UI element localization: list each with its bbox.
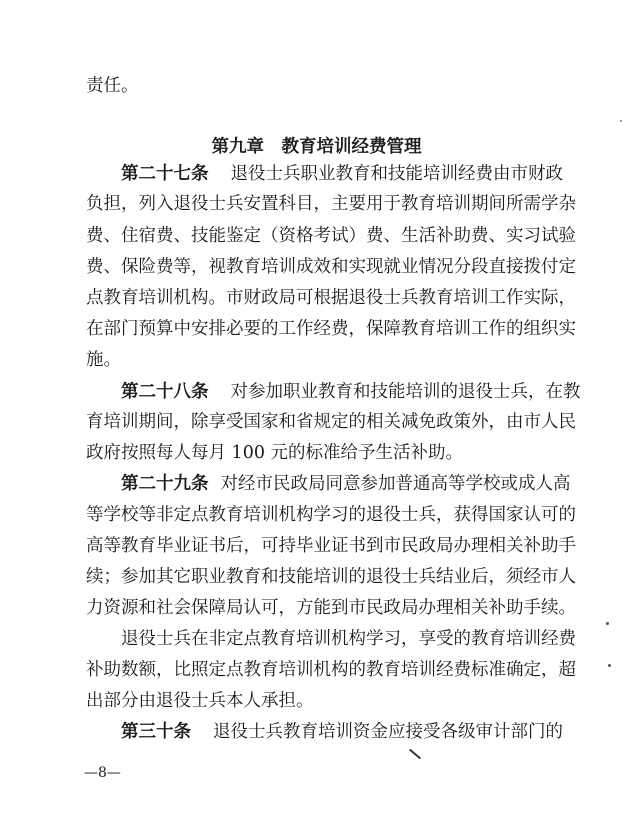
article-28-label: 第二十八条 bbox=[121, 382, 209, 402]
scan-dot bbox=[608, 664, 611, 667]
article-28-line-3: 政府按照每人每月 100 元的标准给予生活补助。 bbox=[86, 443, 464, 463]
scan-dot bbox=[620, 120, 622, 122]
article-27-line-1 bbox=[121, 163, 563, 185]
article-29-label: 第二十九条 bbox=[121, 474, 209, 494]
paragraph-line-2: 补助数额，比照定点教育培训机构的教育培训经费标准确定，超 bbox=[86, 660, 576, 680]
article-29-line-5: 力资源和社会保障局认可，方能到市民政局办理相关补助手续。 bbox=[86, 598, 576, 618]
article-29-line-1 bbox=[121, 473, 571, 495]
article-30-line-1 bbox=[121, 721, 563, 743]
continuation-text: 责任。 bbox=[86, 76, 139, 96]
article-30-label: 第三十条 bbox=[121, 722, 191, 742]
page-number: —8— bbox=[84, 765, 121, 781]
article-27-line-2: 负担，列入退役士兵安置科目，主要用于教育培训期间所需学杂 bbox=[86, 194, 576, 214]
article-27-line-4: 费、保险费等，视教育培训成效和实现就业情况分段直接拨付定 bbox=[86, 257, 576, 277]
article-29-line-4: 续；参加其它职业教育和技能培训的退役士兵结业后，须经市人 bbox=[86, 567, 576, 587]
article-27-line-7: 施。 bbox=[86, 350, 121, 370]
article-29-line-3: 高等教育毕业证书后，可持毕业证书到市民政局办理相关补助手 bbox=[86, 536, 576, 556]
paragraph-line-1: 退役士兵在非定点教育培训机构学习，享受的教育培训经费 bbox=[121, 629, 576, 649]
scan-mark bbox=[409, 749, 421, 760]
article-27-line-3: 费、住宿费、技能鉴定（资格考试）费、生活补助费、实习试验 bbox=[86, 226, 576, 246]
article-28-text-1: 对参加职业教育和技能培训的退役士兵，在教 bbox=[230, 382, 581, 402]
scan-dot bbox=[606, 622, 609, 625]
article-27-line-5: 点教育培训机构。市财政局可根据退役士兵教育培训工作实际， bbox=[86, 288, 576, 308]
article-29-line-2: 等学校等非定点教育培训机构学习的退役士兵，获得国家认可的 bbox=[86, 505, 576, 525]
article-29-text-1: 对经市民政局同意参加普通高等学校或成人高 bbox=[220, 474, 571, 494]
article-27-line-6: 在部门预算中安排必要的工作经费，保障教育培训工作的组织实 bbox=[86, 319, 576, 339]
article-30-text-1: 退役士兵教育培训资金应接受各级审计部门的 bbox=[213, 722, 563, 742]
chapter-title: 第九章 教育培训经费管理 bbox=[211, 137, 422, 157]
article-28-line-1 bbox=[121, 381, 581, 403]
article-27-text-1: 退役士兵职业教育和技能培训经费由市财政 bbox=[230, 164, 563, 184]
paragraph-line-3: 出部分由退役士兵本人承担。 bbox=[86, 691, 314, 711]
article-27-label: 第二十七条 bbox=[121, 164, 209, 184]
article-28-line-2: 育培训期间，除享受国家和省规定的相关减免政策外，由市人民 bbox=[86, 412, 576, 432]
